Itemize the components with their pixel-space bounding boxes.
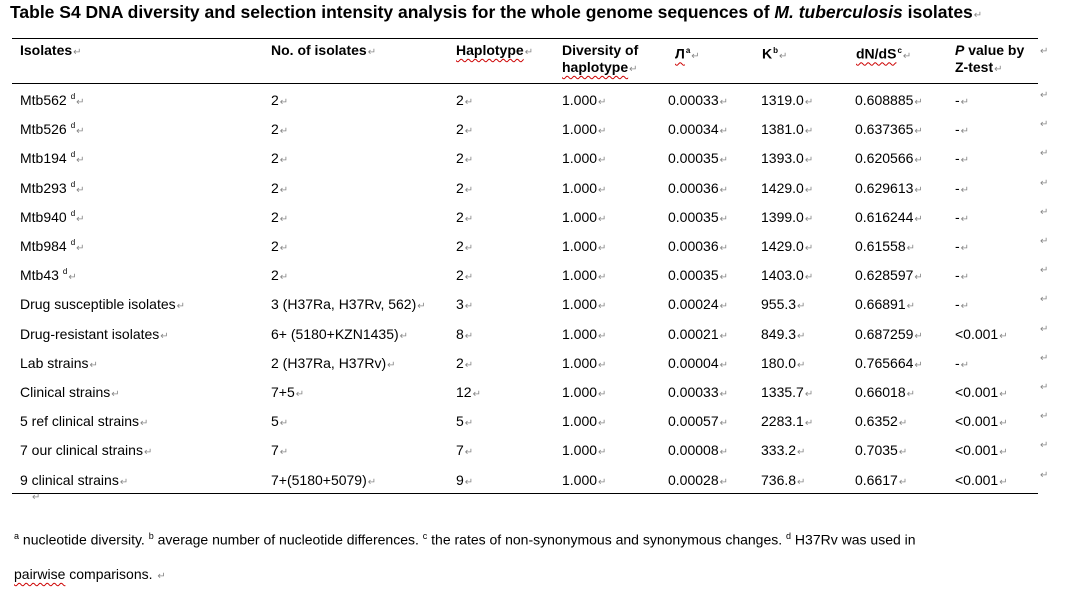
cell-pvalue: <0.001↵	[955, 472, 1008, 488]
cell-dnds: 0.6617↵	[855, 472, 908, 488]
cell-k: 1335.7↵	[761, 384, 814, 400]
cell-dnds: 0.628597↵	[855, 267, 923, 283]
cell-diversity: 1.000↵	[562, 442, 607, 458]
paragraph-mark: ↵	[32, 492, 41, 503]
cell-no-isolates: 2↵	[271, 238, 289, 254]
row-end-mark: ↵	[1040, 265, 1049, 276]
cell-dnds: 0.620566↵	[855, 150, 923, 166]
paragraph-mark: ↵	[973, 10, 983, 21]
cell-pi: 0.00034↵	[668, 121, 728, 137]
header-diversity: Diversity of haplotype↵	[562, 42, 639, 75]
cell-pi: 0.00004↵	[668, 355, 728, 371]
footnote-line-1: $^a$ nucleotide diversity. $^b$ average number of nucleotide differences. $^c$ the rates of non-synonymous and synonymous changes. $^d$ H37Rv was used in	[14, 531, 916, 548]
cell-isolate: 7 our clinical strains↵	[20, 442, 153, 458]
cell-diversity: 1.000↵	[562, 238, 607, 254]
cell-dnds: 0.637365↵	[855, 121, 923, 137]
cell-pvalue: <0.001↵	[955, 442, 1008, 458]
cell-pvalue: -↵	[955, 355, 970, 371]
cell-haplotype: 8↵	[456, 326, 474, 342]
header-isolates: Isolates↵	[20, 42, 82, 58]
cell-pvalue: -↵	[955, 296, 970, 312]
cell-diversity: 1.000↵	[562, 150, 607, 166]
cell-k: 1399.0↵	[761, 209, 814, 225]
cell-isolate: Mtb293 $^d$↵	[20, 180, 85, 196]
table-title	[10, 2, 982, 23]
cell-pi: 0.00057↵	[668, 413, 728, 429]
cell-diversity: 1.000↵	[562, 209, 607, 225]
cell-no-isolates: 2↵	[271, 180, 289, 196]
cell-pvalue: <0.001↵	[955, 413, 1008, 429]
row-end-mark: ↵	[1040, 236, 1049, 247]
cell-dnds: 0.61558↵	[855, 238, 915, 254]
cell-no-isolates: 2↵	[271, 150, 289, 166]
header-pi: $Л^a↵$	[675, 45, 700, 62]
cell-k: 955.3↵	[761, 296, 806, 312]
row-end-mark: ↵	[1040, 470, 1049, 481]
cell-no-isolates: 2↵	[271, 121, 289, 137]
cell-haplotype: 2↵	[456, 238, 474, 254]
cell-no-isolates: 7+5↵	[271, 384, 305, 400]
cell-no-isolates: 2↵	[271, 209, 289, 225]
cell-k: 333.2↵	[761, 442, 806, 458]
cell-diversity: 1.000↵	[562, 472, 607, 488]
cell-dnds: 0.608885↵	[855, 92, 923, 108]
cell-pi: 0.00036↵	[668, 180, 728, 196]
cell-isolate: Mtb43 $^d$↵	[20, 267, 77, 283]
cell-no-isolates: 5↵	[271, 413, 289, 429]
cell-pvalue: <0.001↵	[955, 384, 1008, 400]
cell-isolate: Mtb940 $^d$↵	[20, 209, 85, 225]
cell-dnds: 0.616244↵	[855, 209, 923, 225]
cell-pvalue: -↵	[955, 180, 970, 196]
cell-k: 1429.0↵	[761, 238, 814, 254]
cell-pvalue: -↵	[955, 209, 970, 225]
cell-pi: 0.00035↵	[668, 150, 728, 166]
cell-pvalue: -↵	[955, 238, 970, 254]
cell-isolate: 5 ref clinical strains↵	[20, 413, 149, 429]
cell-diversity: 1.000↵	[562, 267, 607, 283]
row-end-mark: ↵	[1040, 324, 1049, 335]
title-rest: isolates	[902, 2, 973, 22]
row-end-mark: ↵	[1040, 353, 1049, 364]
cell-diversity: 1.000↵	[562, 121, 607, 137]
header-haplotype: Haplotype↵	[456, 42, 534, 58]
row-end-mark: ↵	[1040, 207, 1049, 218]
cell-diversity: 1.000↵	[562, 92, 607, 108]
cell-haplotype: 2↵	[456, 180, 474, 196]
cell-k: 736.8↵	[761, 472, 806, 488]
cell-isolate: Drug-resistant isolates↵	[20, 326, 169, 342]
cell-haplotype: 2↵	[456, 150, 474, 166]
table-bottom-rule	[12, 493, 1038, 494]
cell-isolate: Mtb562 $^d$↵	[20, 92, 85, 108]
title-text: Table S4 DNA diversity and selection intensity analysis for the whole genome sequences of	[10, 2, 775, 22]
cell-haplotype: 12↵	[456, 384, 481, 400]
cell-pi: 0.00021↵	[668, 326, 728, 342]
cell-diversity: 1.000↵	[562, 296, 607, 312]
cell-pi: 0.00035↵	[668, 209, 728, 225]
table-top-rule	[12, 38, 1038, 39]
cell-dnds: 0.7035↵	[855, 442, 908, 458]
cell-no-isolates: 7↵	[271, 442, 289, 458]
cell-no-isolates: 3 (H37Ra, H37Rv, 562)↵	[271, 296, 426, 312]
row-end-mark: ↵	[1040, 294, 1049, 305]
cell-k: 1381.0↵	[761, 121, 814, 137]
cell-pvalue: -↵	[955, 92, 970, 108]
row-end-mark: ↵	[1040, 46, 1049, 57]
cell-no-isolates: 2 (H37Ra, H37Rv)↵	[271, 355, 396, 371]
cell-haplotype: 3↵	[456, 296, 474, 312]
cell-pi: 0.00028↵	[668, 472, 728, 488]
cell-k: 180.0↵	[761, 355, 806, 371]
row-end-mark: ↵	[1040, 90, 1049, 101]
cell-isolate: 9 clinical strains↵	[20, 472, 129, 488]
header-pvalue: P value by Z-test↵	[955, 42, 1025, 75]
cell-pi: 0.00033↵	[668, 384, 728, 400]
cell-dnds: 0.66891↵	[855, 296, 915, 312]
cell-haplotype: 2↵	[456, 92, 474, 108]
cell-k: 849.3↵	[761, 326, 806, 342]
cell-isolate: Drug susceptible isolates↵	[20, 296, 186, 312]
cell-dnds: 0.6352↵	[855, 413, 908, 429]
cell-no-isolates: 6+ (5180+KZN1435)↵	[271, 326, 409, 342]
cell-pi: 0.00035↵	[668, 267, 728, 283]
cell-k: 1319.0↵	[761, 92, 814, 108]
header-dnds: $dN/dS^c↵$	[856, 45, 912, 62]
cell-pvalue: -↵	[955, 267, 970, 283]
cell-pvalue: <0.001↵	[955, 326, 1008, 342]
cell-k: 1403.0↵	[761, 267, 814, 283]
header-no-isolates: No. of isolates↵	[271, 42, 377, 58]
cell-diversity: 1.000↵	[562, 326, 607, 342]
cell-haplotype: 2↵	[456, 267, 474, 283]
cell-pi: 0.00036↵	[668, 238, 728, 254]
cell-diversity: 1.000↵	[562, 384, 607, 400]
footnote-line-2: pairwise comparisons. ↵	[14, 566, 166, 582]
row-end-mark: ↵	[1040, 178, 1049, 189]
cell-dnds: 0.765664↵	[855, 355, 923, 371]
cell-haplotype: 2↵	[456, 355, 474, 371]
cell-k: 1429.0↵	[761, 180, 814, 196]
cell-diversity: 1.000↵	[562, 413, 607, 429]
cell-dnds: 0.629613↵	[855, 180, 923, 196]
cell-no-isolates: 7+(5180+5079)↵	[271, 472, 377, 488]
cell-pvalue: -↵	[955, 150, 970, 166]
cell-pi: 0.00024↵	[668, 296, 728, 312]
cell-isolate: Clinical strains↵	[20, 384, 120, 400]
cell-pvalue: -↵	[955, 121, 970, 137]
cell-isolate: Mtb526 $^d$↵	[20, 121, 85, 137]
cell-haplotype: 9↵	[456, 472, 474, 488]
cell-pi: 0.00008↵	[668, 442, 728, 458]
cell-isolate: Lab strains↵	[20, 355, 98, 371]
header-k: $K^b↵$	[762, 45, 788, 62]
cell-haplotype: 2↵	[456, 121, 474, 137]
cell-isolate: Mtb984 $^d$↵	[20, 238, 85, 254]
row-end-mark: ↵	[1040, 440, 1049, 451]
cell-isolate: Mtb194 $^d$↵	[20, 150, 85, 166]
cell-no-isolates: 2↵	[271, 92, 289, 108]
cell-haplotype: 5↵	[456, 413, 474, 429]
title-species: M. tuberculosis	[774, 2, 903, 22]
row-end-mark: ↵	[1040, 148, 1049, 159]
cell-haplotype: 7↵	[456, 442, 474, 458]
cell-pi: 0.00033↵	[668, 92, 728, 108]
cell-diversity: 1.000↵	[562, 180, 607, 196]
cell-k: 1393.0↵	[761, 150, 814, 166]
row-end-mark: ↵	[1040, 382, 1049, 393]
cell-no-isolates: 2↵	[271, 267, 289, 283]
cell-dnds: 0.687259↵	[855, 326, 923, 342]
cell-diversity: 1.000↵	[562, 355, 607, 371]
cell-dnds: 0.66018↵	[855, 384, 915, 400]
row-end-mark: ↵	[1040, 119, 1049, 130]
row-end-mark: ↵	[1040, 411, 1049, 422]
table-header-rule	[12, 83, 1038, 84]
cell-haplotype: 2↵	[456, 209, 474, 225]
cell-k: 2283.1↵	[761, 413, 814, 429]
